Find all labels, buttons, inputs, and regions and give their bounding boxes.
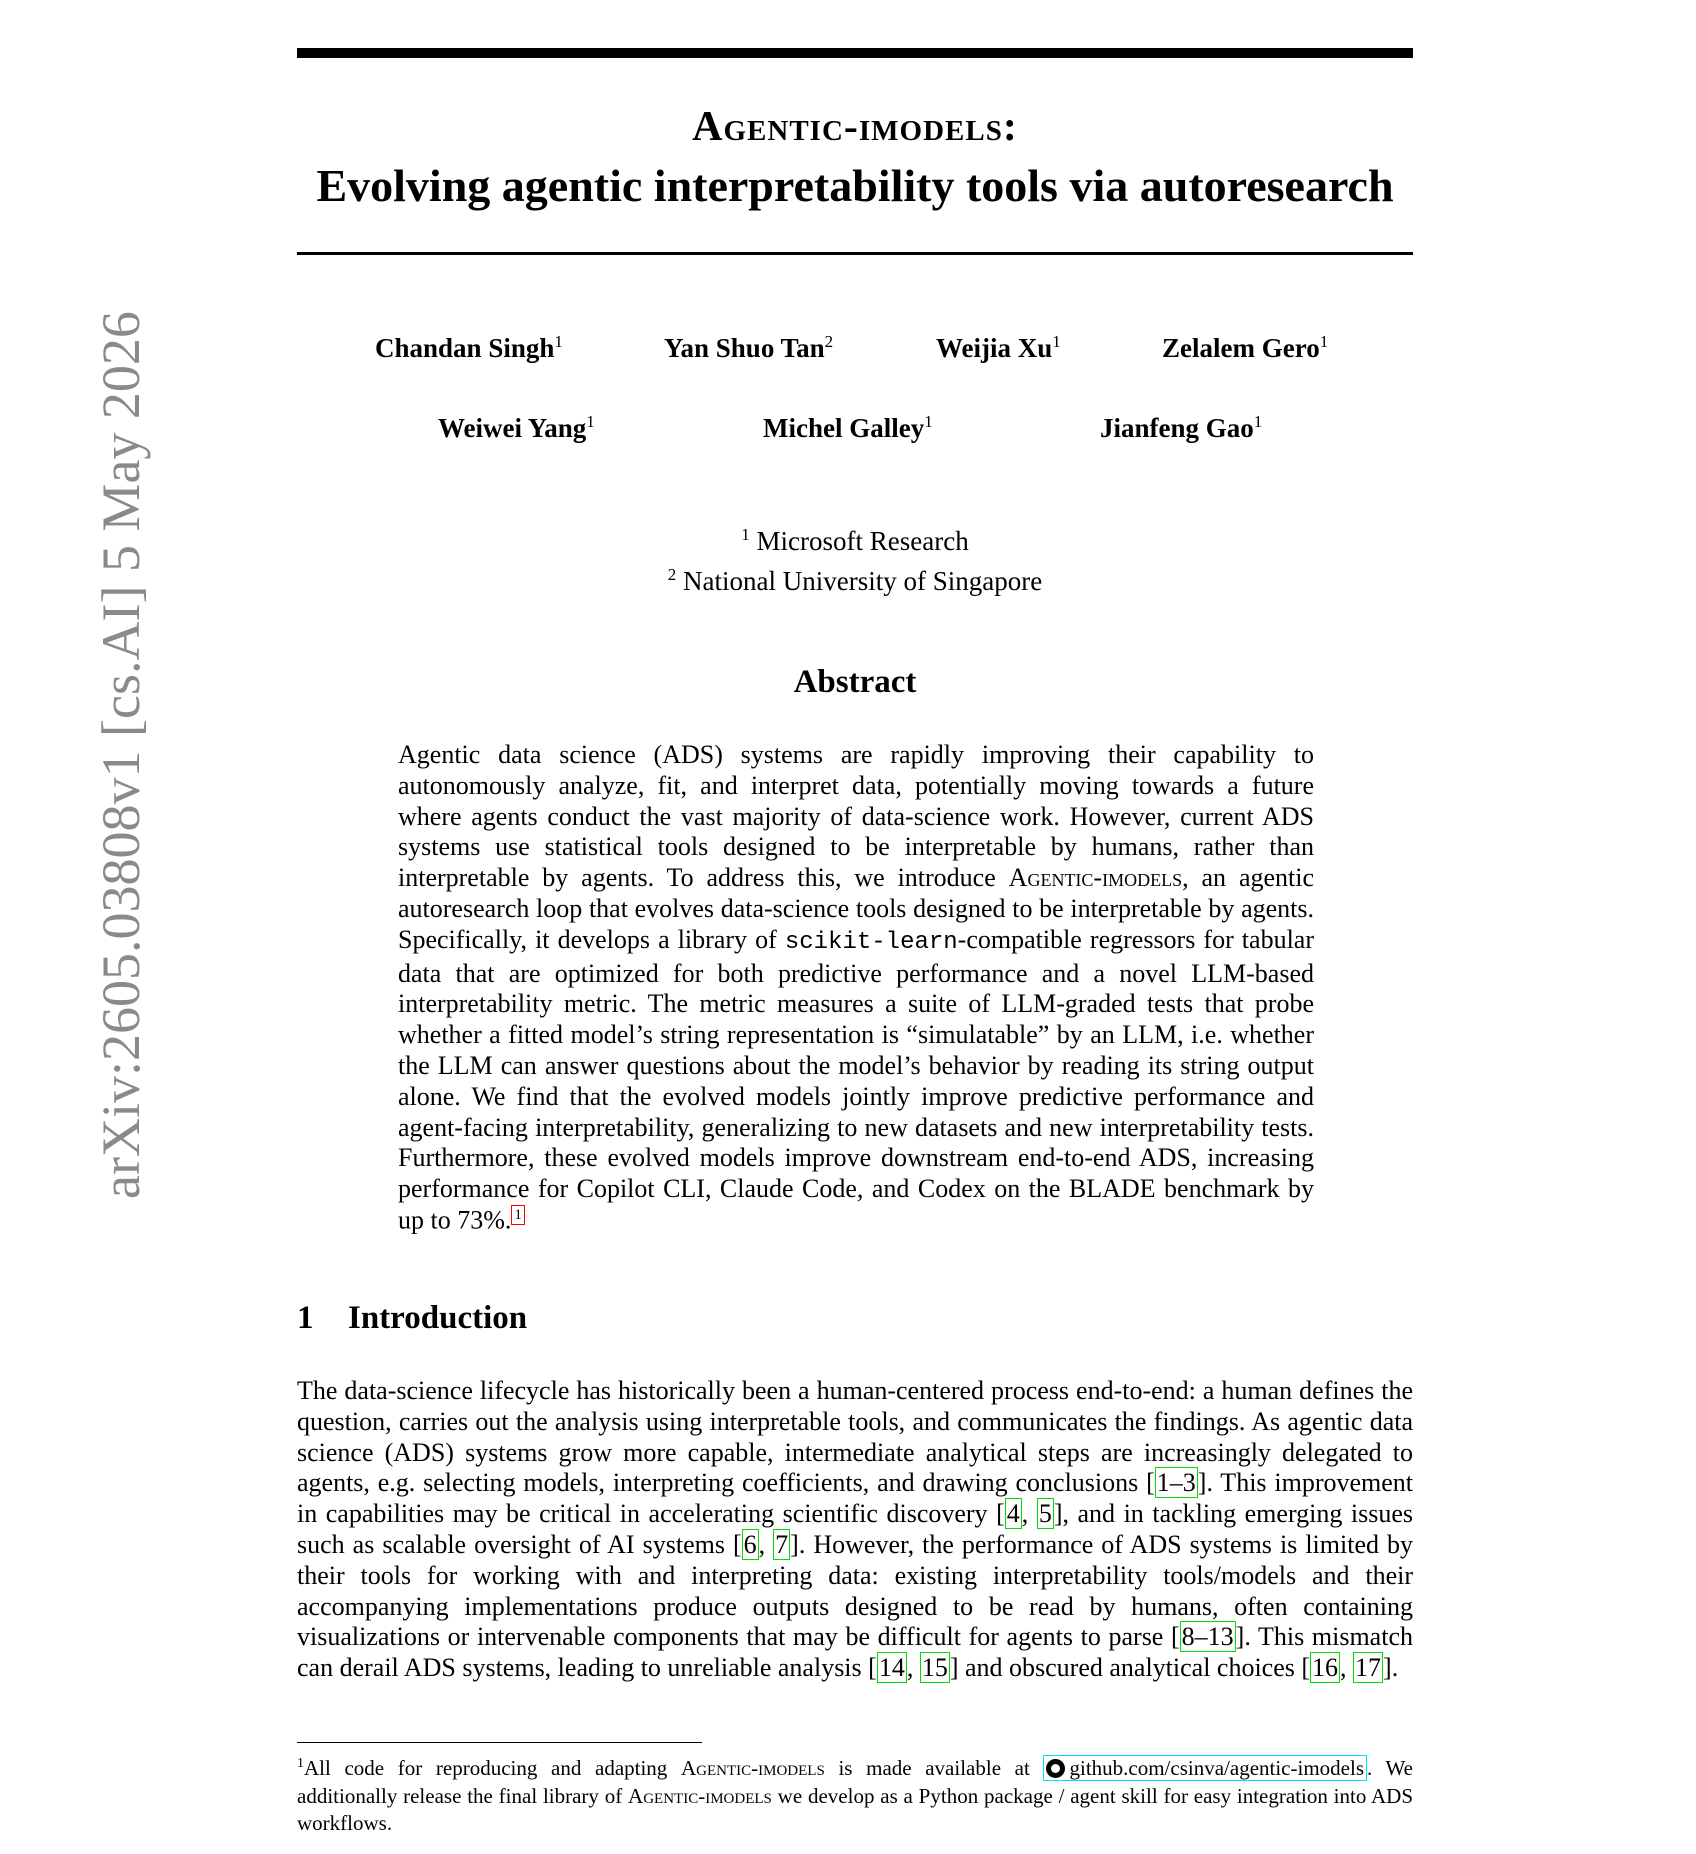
author-name: Weiwei Yang [438,413,587,443]
affiliation-number: 1 [741,525,750,544]
citation-link[interactable]: 7 [775,1529,789,1559]
author [375,332,563,364]
system-name: Agentic-imodels [1008,863,1183,893]
citation-link[interactable]: 6 [743,1529,757,1559]
intro-span: ] and obscured analytical choices [ [949,1653,1311,1683]
section-title: Introduction [348,1300,528,1336]
affiliation [297,558,1413,598]
affiliation [297,518,1413,558]
author-name: Jianfeng Gao [1100,413,1254,443]
footnote-span: we develop as a Python package / agent skill for easy integration into ADS workflows. [297,1783,1413,1835]
citation-link[interactable]: 17 [1355,1653,1382,1683]
code-term: scikit-learn [784,928,958,956]
author-affiliation-mark: 1 [586,412,595,431]
author-name: Zelalem Gero [1162,333,1320,363]
intro-span: ]. This improvement in capabilities may be critical in accelerating scientific discovery [ [297,1468,1414,1529]
github-link[interactable] [1043,1755,1367,1781]
affiliations [297,518,1413,598]
citation-link[interactable]: 4 [1006,1499,1020,1529]
author [664,332,833,364]
footnote-span: . We additionally release the final library of [297,1756,1413,1808]
section-number: 1 [297,1300,314,1336]
title-line-2: Evolving agentic interpretability tools via autoresearch [316,160,1394,211]
footnote-span: is made available at [824,1756,1044,1780]
abstract-text [398,740,1314,1236]
intro-span: ]. However, the performance of ADS systems is limited by their tools for working with and interpreting data: existing interpretability tools/models and their accompanying implementations produce outputs designed to be read by humans, often containing visualizations or intervenable components that may be difficult for agents to parse [ [297,1529,1414,1652]
footnote-span: All code for reproducing and adapting [304,1756,681,1780]
abstract-span: , an agentic autoresearch loop that evolves data-science tools designed to be interpretable by agents. Specifically, it develops a library of [398,863,1315,954]
author-name: Yan Shuo Tan [664,333,825,363]
footnote-marker: 1 [297,1756,304,1771]
github-icon [1046,1759,1065,1778]
affiliation-name: National University of Singapore [683,566,1043,596]
author [1162,332,1328,364]
citation-link[interactable]: 15 [921,1653,948,1683]
author-affiliation-mark: 1 [554,332,563,351]
author [936,332,1061,364]
intro-span: The data-science lifecycle has historically been a human-centered process end-to-end: a human defines the question, carries out the analysis using interpretable tools, and communicates the findings. As agentic data science (ADS) systems grow more capable, intermediate analytical steps are increasingly delegated to agents, e.g. selecting models, interpreting coefficients, and drawing conclusions [ [297,1376,1413,1498]
intro-span: ]. This mismatch can derail ADS systems, leading to unreliable analysis [ [297,1622,1413,1683]
citation-link[interactable]: 16 [1312,1653,1339,1683]
intro-span: ]. [1383,1653,1399,1683]
author-affiliation-mark: 1 [1052,332,1061,351]
author [763,412,933,444]
title-bottom-rule [297,252,1413,255]
abstract-span: -compatible regressors for tabular data that are optimized for both predictive performance and a novel LLM-based interpretability metric. The metric measures a suite of LLM-graded tests that probe whether a fitted model’s string representation is “simulatable” by an LLM, i.e. whether the LLM can answer questions about the model’s behavior by reading its string output alone. We find that the evolved models jointly improve predictive performance and agent-facing interpretability, generalizing to new datasets and new interpretability tests. Furthermore, these evolved models improve downstream end-to-end ADS, increasing performance for Copilot CLI, Claude Code, and Codex on the BLADE benchmark by up to 73%. [398,924,1314,1235]
author-affiliation-mark: 2 [824,332,834,351]
citation-link[interactable]: 5 [1038,1499,1052,1529]
abstract-heading: Abstract [793,664,917,700]
affiliation-number: 2 [667,565,677,584]
intro-paragraph: The data-science lifecycle has historically been a human-centered process end-to-end: a human defines the question, carries out the analysis using interpretable tools, and communicates the findings. As agentic data science (ADS) systems grow more capable, intermediate analytical steps are increasingly delegated to agents, e.g. selecting models, interpreting coefficients, and drawing conclusions [1–3]. This improvement in capabilities may be critical in accelerating scientific discovery [4, 5], and in tackling emerging issues such as scalable oversight of AI systems [6, 7]. However, the performance of ADS systems is limited by their tools for working with and interpreting data: existing interpretability tools/models and their accompanying implementations produce outputs designed to be read by humans, often containing visualizations or intervenable components that may be difficult for agents to parse [8–13]. This mismatch can derail ADS systems, leading to unreliable analysis [14, 15] and obscured analytical choices [16, 17]. [297,1376,1414,1683]
title-line-1: Agentic-imodels: [692,104,1018,150]
author [1100,412,1262,444]
system-name: Agentic-imodels [680,1756,825,1780]
section-heading [297,1300,527,1337]
footnote-link[interactable]: 1 [511,1205,525,1225]
intro-span: ], and in tackling emerging issues such as scalable oversight of AI systems [ [297,1499,1414,1559]
footnote [297,1750,1413,1838]
affiliation-name: Microsoft Research [756,526,969,556]
author-affiliation-mark: 1 [1253,412,1263,431]
system-name: Agentic-imodels [628,1783,772,1808]
arxiv-stamp: arXiv:2605.03808v1 [cs.AI] 5 May 2026 [91,311,151,1199]
footnote-rule [297,1742,702,1743]
paper-title [297,96,1413,214]
author [438,412,595,444]
author-affiliation-mark: 1 [1319,332,1329,351]
citation-link[interactable]: 8–13 [1181,1622,1234,1652]
citation-link[interactable]: 1–3 [1156,1468,1196,1498]
github-link-text[interactable]: github.com/csinva/agentic-imodels [1069,1756,1364,1780]
author-name: Michel Galley [763,413,925,443]
abstract-span: Agentic data science (ADS) systems are rapidly improving their capability to autonomously analyze, fit, and interpret data, potentially moving towards a future where agents conduct the vast majority of data-science work. However, current ADS systems use statistical tools designed to be interpretable by humans, rather than interpretable by agents. To address this, we introduce [398,740,1314,893]
author-name: Weijia Xu [936,333,1053,363]
title-top-rule [297,48,1413,58]
author-name: Chandan Singh [375,333,555,363]
author-affiliation-mark: 1 [924,412,933,431]
citation-link[interactable]: 14 [878,1653,905,1683]
